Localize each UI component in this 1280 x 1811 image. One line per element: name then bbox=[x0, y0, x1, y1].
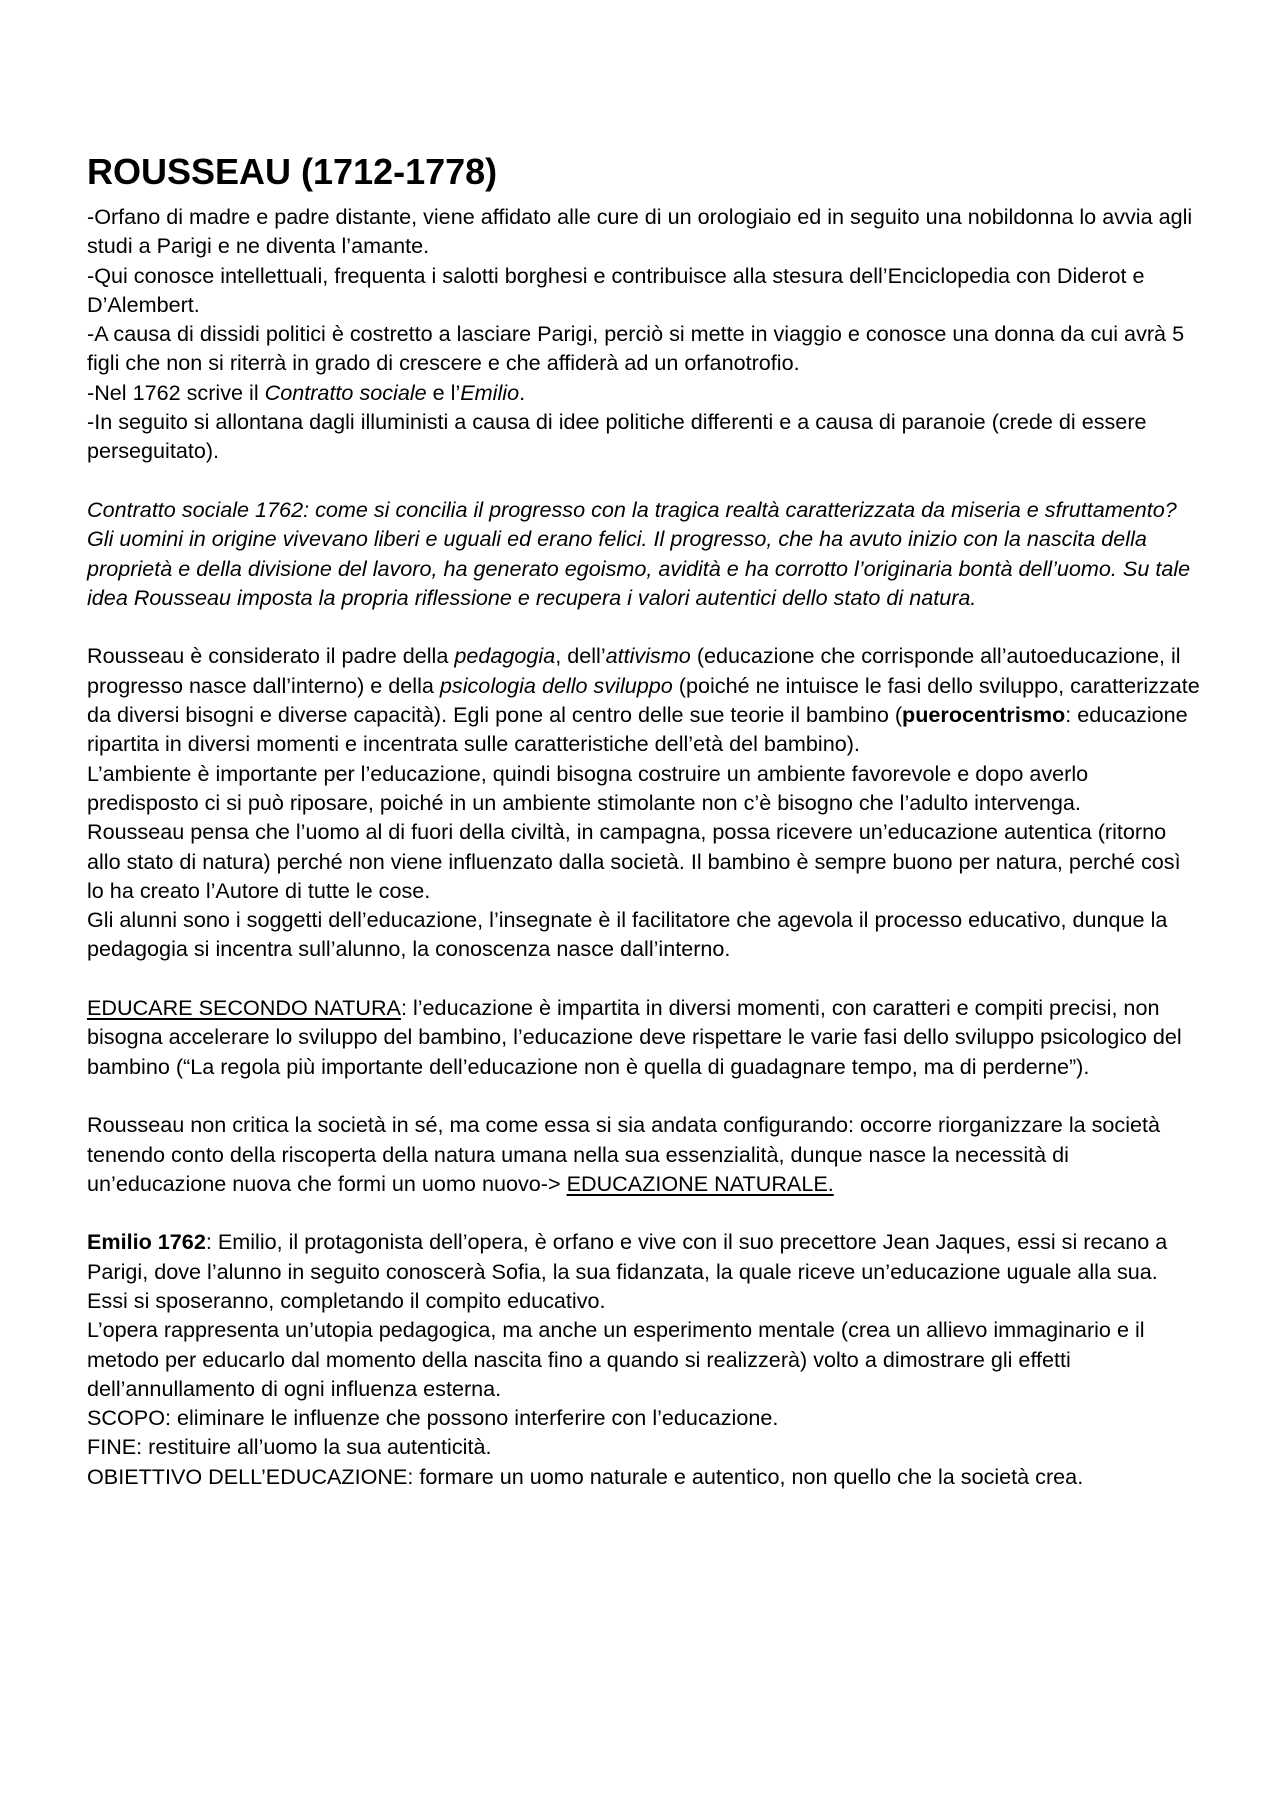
bio-paragraph-4: -Nel 1762 scrive il Contratto sociale e l’Emilio. bbox=[87, 379, 526, 405]
scopo-line: SCOPO: eliminare le influenze che possono interferire con l’educazione. bbox=[87, 1405, 779, 1431]
work-title-emilio: Emilio bbox=[460, 379, 520, 405]
spacer bbox=[87, 612, 1202, 641]
document-page bbox=[87, 150, 1202, 1491]
bio-paragraph-1: -Orfano di madre e padre distante, viene affidato alle cure di un orologiaio ed in seguito una nobildonna lo avvia agli studi a Parigi e ne diventa l’amante. bbox=[87, 204, 1193, 259]
educare-paragraph: EDUCARE SECONDO NATURA: l’educazione è impartita in diversi momenti, con caratteri e compiti precisi, non bisogna accelerare lo sviluppo del bambino, l’educazione deve rispettare le varie fasi dello sviluppo psicologico del bambino (“La regola più importante dell’educazione non è quella di guadagnare tempo, ma di perderne”). bbox=[87, 995, 1182, 1079]
campagna-paragraph: Rousseau pensa che l’uomo al di fuori della civiltà, in campagna, possa ricevere un’educazione autentica (ritorno allo stato di natura) perché non viene influenzato dalla società. Il bambino è sempre buono per natura, perché così lo ha creato l’Autore di tutte le cose. bbox=[87, 819, 1181, 903]
padre-pedagogia-paragraph: Rousseau è considerato il padre della pedagogia, dell’attivismo (educazione che corrisponde all’autoeducazione, il progresso nasce dall’interno) e della psicologia dello sviluppo (poiché ne intuisce le fasi dello sviluppo, caratterizzate da diversi bisogni e diverse capacità). Egli pone al centro delle sue teorie il bambino (puerocentrismo: educazione ripartita in diversi momenti e incentrata sulle caratteristiche dell’età del bambino). bbox=[87, 643, 1200, 757]
spacer bbox=[87, 466, 1202, 495]
alunni-paragraph: Gli alunni sono i soggetti dell’educazione, l’insegnate è il facilitatore che agevola il processo educativo, dunque la pedagogia si incentra sull’alunno, la conoscenza nasce dall’interno. bbox=[87, 907, 1168, 962]
bio-paragraph-3: -A causa di dissidi politici è costretto a lasciare Parigi, perciò si mette in viaggio e conosce una donna da cui avrà 5 figli che non si riterrà in grado di crescere e che affiderà ad un orfanotrofio. bbox=[87, 321, 1185, 376]
spacer bbox=[87, 1081, 1202, 1110]
obiettivo-line: OBIETTIVO DELL’EDUCAZIONE: formare un uomo naturale e autentico, non quello che la società crea. bbox=[87, 1463, 1084, 1489]
bio-paragraph-2: -Qui conosce intellettuali, frequenta i salotti borghesi e contribuisce alla stesura dell’Enciclopedia con Diderot e D’Alembert. bbox=[87, 262, 1145, 317]
puerocentrismo-term: puerocentrismo bbox=[902, 702, 1066, 728]
bio-paragraph-5: -In seguito si allontana dagli illuministi a causa di idee politiche differenti e a causa di paranoie (crede di essere perseguitato). bbox=[87, 409, 1147, 464]
fine-line: FINE: restituire all’uomo la sua autenticità. bbox=[87, 1434, 492, 1460]
educazione-naturale-term: EDUCAZIONE NATURALE. bbox=[566, 1170, 834, 1196]
page-title: ROUSSEAU (1712-1778) bbox=[87, 151, 498, 192]
societa-paragraph: Rousseau non critica la società in sé, ma come essa si sia andata configurando: occorre riorganizzare la società tenendo conto della riscoperta della natura umana nella sua essenzialità, dunque nasce la necessità di un’educazione nuova che formi un uomo nuovo-> EDUCAZIONE NATURALE. bbox=[87, 1112, 1161, 1196]
emilio-heading: Emilio 1762 bbox=[87, 1229, 206, 1255]
utopia-paragraph: L’opera rappresenta un’utopia pedagogica, ma anche un esperimento mentale (crea un allievo immaginario e il metodo per educarlo dal momento della nascita fino a quando si realizzerà) volto a dimostrare gli effetti dell’annullamento di ogni influenza esterna. bbox=[87, 1317, 1145, 1401]
educare-heading: EDUCARE SECONDO NATURA bbox=[87, 995, 401, 1021]
contratto-sociale-paragraph: Contratto sociale 1762: come si concilia il progresso con la tragica realtà caratterizzata da miseria e sfruttamento? Gli uomini in origine vivevano liberi e uguali ed erano felici. Il progresso, che ha avuto inizio con la nascita della proprietà e della divisione del lavoro, ha generato egoismo, avidità e ha corrotto l’originaria bontà dell’uomo. Su tale idea Rousseau imposta la propria riflessione e recupera i valori autentici dello stato di natura. bbox=[87, 496, 1191, 610]
spacer bbox=[87, 964, 1202, 993]
work-title-contratto: Contratto sociale bbox=[264, 379, 427, 405]
emilio-paragraph: Emilio 1762: Emilio, il protagonista dell’opera, è orfano e vive con il suo precettore Jean Jaques, essi si recano a Parigi, dove l’alunno in seguito conoscerà Sofia, la sua fidanzata, la quale riceve un’educazione uguale alla sua. Essi si sposeranno, completando il compito educativo. bbox=[87, 1229, 1168, 1313]
spacer bbox=[87, 1198, 1202, 1227]
ambiente-paragraph: L’ambiente è importante per l’educazione, quindi bisogna costruire un ambiente favorevole e dopo averlo predisposto ci si può riposare, poiché in un ambiente stimolante non c’è bisogno che l’adulto intervenga. bbox=[87, 760, 1089, 815]
